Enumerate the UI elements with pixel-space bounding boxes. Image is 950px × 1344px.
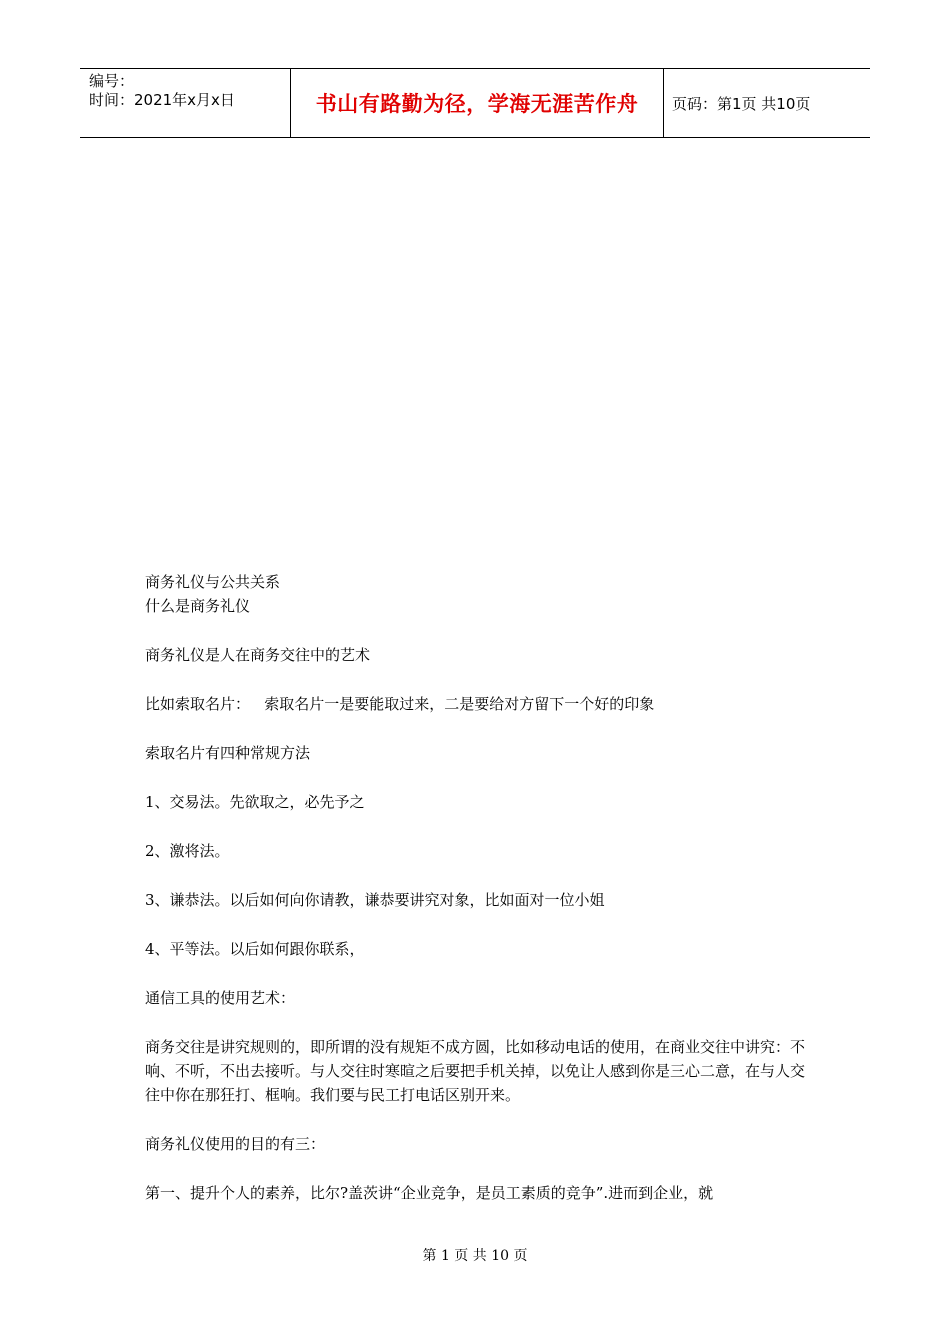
header-page-info: 页码：第1页 共10页 [672, 94, 811, 113]
paragraph: 索取名片有四种常规方法 [145, 744, 311, 762]
document-body [145, 570, 810, 1205]
doc-title: 商务礼仪与公共关系 [145, 573, 281, 591]
document-header [80, 68, 870, 138]
header-motto: 书山有路勤为径，学海无涯苦作舟 [291, 69, 664, 137]
paragraph: 第一、提升个人的素养，比尔?盖茨讲“企业竞争，是员工素质的竞争”.进而到企业，就 [145, 1184, 714, 1202]
list-item: 4、平等法。以后如何跟你联系， [145, 940, 365, 958]
time-label: 时间：2021年x月x日 [89, 91, 235, 109]
number-label: 编号： [89, 72, 135, 90]
section-heading: 商务礼仪使用的目的有三： [145, 1135, 326, 1153]
paragraph: 比如索取名片： 索取名片一是要能取过来，二是要给对方留下一个好的印象 [145, 695, 655, 713]
list-item: 1、交易法。先欲取之，必先予之 [145, 793, 365, 811]
section-heading: 通信工具的使用艺术： [145, 989, 296, 1007]
section-heading: 什么是商务礼仪 [145, 597, 251, 615]
list-item: 2、激将法。 [145, 842, 230, 860]
header-meta-cell [80, 69, 291, 137]
page-footer: 第 1 页 共 10 页 [422, 1248, 528, 1264]
list-item: 3、谦恭法。以后如何向你请教，谦恭要讲究对象，比如面对一位小姐 [145, 891, 605, 909]
paragraph: 商务交往是讲究规则的，即所谓的没有规矩不成方圆，比如移动电话的使用，在商业交往中讲究：不响、不听，不出去接听。与人交往时寒暄之后要把手机关掉，以免让人感到你是三心二意，在与人交往中你在那狂打、框响。我们要与民工打电话区别开来。 [145, 1038, 806, 1104]
paragraph: 商务礼仪是人在商务交往中的艺术 [145, 646, 371, 664]
